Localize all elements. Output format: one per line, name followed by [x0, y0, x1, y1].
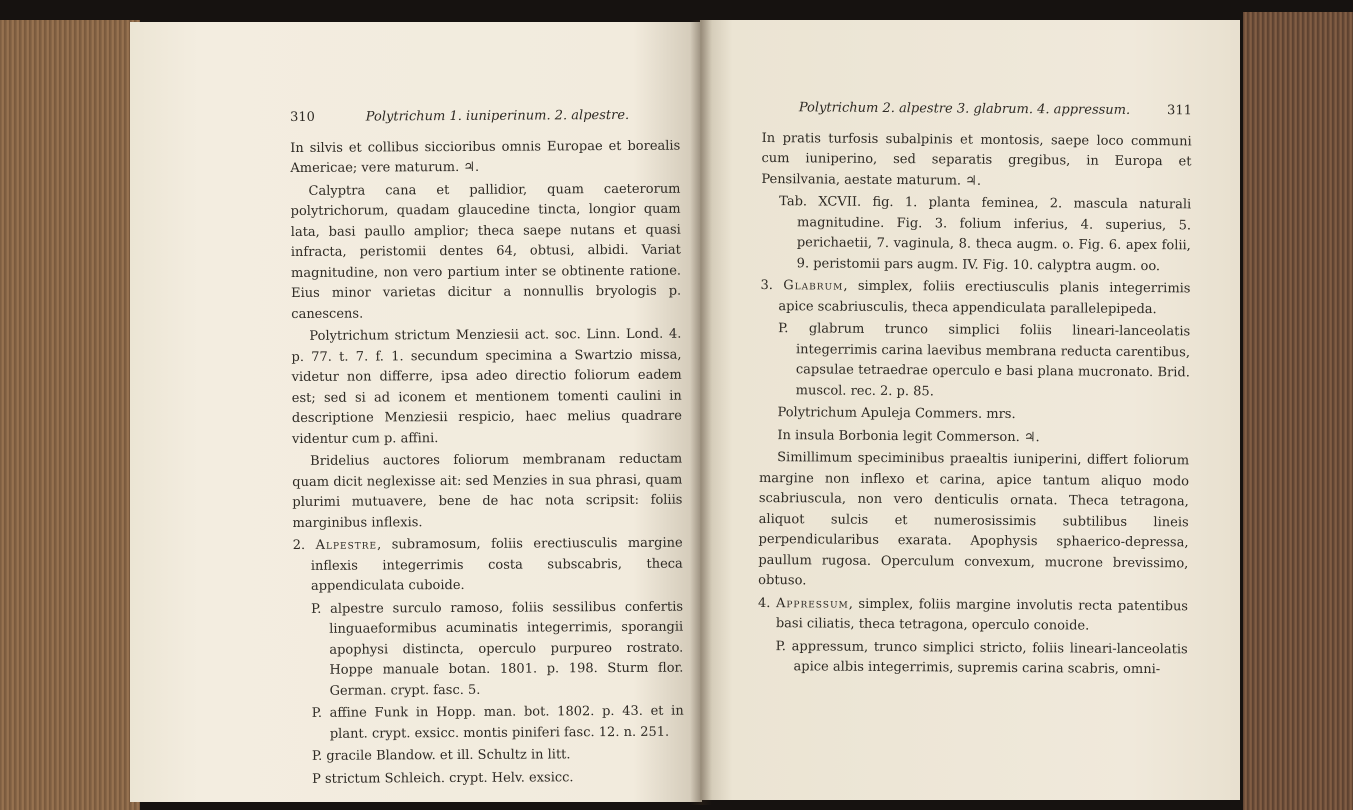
entry-4-appressum: [758, 593, 1188, 637]
left-running-title: Polytrichum 1. iuniperinum. 2. alpestre.: [365, 107, 630, 125]
left-page-edges: [0, 20, 140, 810]
synonym-strictum: P strictum Schleich. crypt. Helv. exsicc.: [312, 769, 574, 787]
entry-3-glabrum: [760, 276, 1190, 320]
entry-2-number: 2.: [292, 537, 306, 553]
synonym-affine: P. affine Funk in Hopp. man. bot. 1802. p. 43. et in plant. crypt. exsicc. montis piniferi fasc. 12. n. 251.: [311, 703, 684, 742]
left-page-text: [290, 106, 684, 792]
book-gutter: [690, 20, 712, 805]
entry-4-number: 4.: [757, 595, 771, 611]
left-paragraph-3: Polytrichum strictum Menziesii act. soc. Linn. Lond. 4. p. 77. t. 7. f. 1. secundum specimina a Swartzio missa, videtur non differre, ipsa adeo directio foliorum eadem est; sed si ad iconem et mentionem tomenti caulini in descriptione Menziesii respicio, haec melius quadrare videntur cum p. affini.: [291, 326, 682, 447]
entry-3-name: Glabrum: [783, 278, 844, 294]
entry-3-text: , simplex, foliis erectiusculis planis integerrimis apice scabriusculis, theca appendiculata parallelepipeda.: [778, 278, 1191, 317]
right-paragraph-3: In insula Borbonia legit Commerson. ♃.: [777, 427, 1040, 445]
entry-2-name: Alpestre: [315, 537, 378, 553]
left-paragraph-4: Bridelius auctores foliorum membranam reductam quam dicit neglexisse ait: sed Menzies in sua phrasi, quam plurimi mutuavere, bene de hac nota scripsit: foliis marginibus inflexis.: [292, 451, 683, 531]
right-page-edges: [1243, 12, 1353, 810]
right-page-text: [757, 98, 1192, 683]
entry-2-text: , subramosum, foliis erectiusculis margine inflexis integerrimis costa subscabris, theca appendiculata cuboide.: [310, 535, 683, 594]
left-paragraph-1: In silvis et collibus siccioribus omnis Europae et borealis Americae; vere maturum. ♃.: [290, 138, 681, 176]
entry-3-number: 3.: [760, 277, 773, 294]
left-running-head: [290, 106, 680, 129]
right-page-number: 311: [1167, 103, 1192, 119]
left-paragraph-2: Calyptra cana et pallidior, quam caeterorum polytrichorum, quadam glaucedine tincta, longior quam lata, basi paullo amplior; theca saepe nutans et quasi infracta, peristomii dentes 64, obtusi, albidi. Variat magnitudine, non vero partium inter se obtinente ratione. Eius minor varietas dicitur a nonnullis bryologis p. canescens.: [290, 181, 682, 322]
entry-4-text: , simplex, foliis margine involutis recta patentibus basi ciliatis, theca tetragona, operculo conoide.: [775, 596, 1189, 634]
synonym-appressum: P. appressum, trunco simplici stricto, foliis lineari-lanceolatis apice albis integerrimis, supremis carina scabris, omni-: [775, 638, 1188, 678]
left-page-number: 310: [290, 109, 315, 125]
synonym-alpestre: P. alpestre surculo ramoso, foliis sessilibus confertis linguaeformibus acuminatis integerrimis, sporangii apophysi distincta, operculo purpureo rostrato. Hoppe manuale botan. 1801. p. 198. Sturm flor. German. crypt. fasc. 5.: [311, 599, 684, 699]
tab-description: Tab. XCVII. fig. 1. planta feminea, 2. mascula naturali magnitudine. Fig. 3. folium inferius, 4. superius, 5. perichaetii, 7. vaginula, 8. theca augm. o. Fig. 6. apex folii, 9. peristomii pars augm. IV. Fig. 10. calyptra augm. oo.: [779, 194, 1192, 274]
synonym-glabrum: P. glabrum trunco simplici foliis lineari-lanceolatis integerrimis carina laevibus membrana reducta carentibus, capsulae tetraedrae operculo e basi plana mucronato. Brid. muscol. rec. 2. p. 85.: [778, 321, 1191, 399]
right-paragraph-4: Simillimum speciminibus praealtis iuniperini, differt foliorum margine non inflexo et carina, apice tantum aliquo modo scabriuscula, non vero denticulis ornata. Theca tetragona, aliquot sulcis et numerosissimis subtilibus lineis perpendicularibus exarata. Apophysis sphaerico-depressa, paullum rugosa. Operculum convexum, mucrone brevissimo, obtuso.: [758, 450, 1190, 589]
right-paragraph-1: In pratis turfosis subalpinis et montosis, saepe loco communi cum iuniperino, sed separatis gregibus, in Europa et Pensilvania, aestate maturum. ♃.: [761, 130, 1192, 189]
synonym-gracile: P. gracile Blandow. et ill. Schultz in litt.: [311, 747, 571, 764]
right-running-title: Polytrichum 2. alpestre 3. glabrum. 4. appressum.: [798, 100, 1131, 118]
entry-2-alpestre: [293, 534, 683, 598]
entry-4-name: Appressum: [775, 595, 849, 612]
right-running-head: [762, 98, 1192, 122]
right-paragraph-2: Polytrichum Apuleja Commers. mrs.: [777, 405, 1016, 423]
